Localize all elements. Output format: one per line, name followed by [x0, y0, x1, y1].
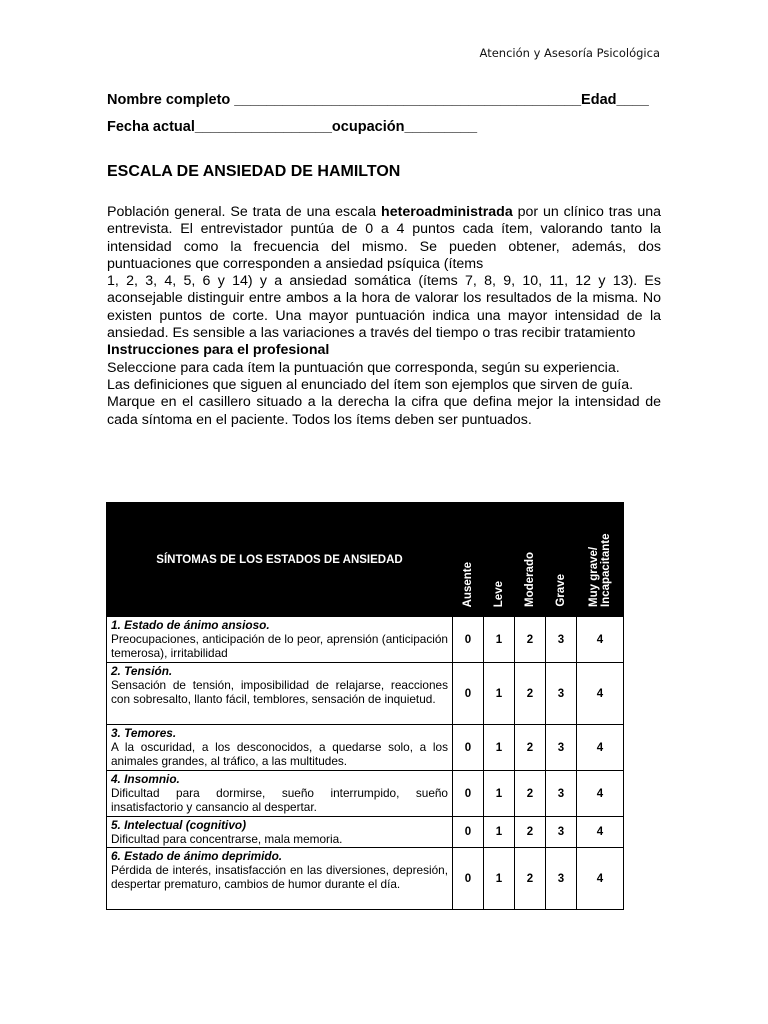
symptom-description: Sensación de tensión, imposibilidad de relajarse, reacciones con sobresalto, llanto fácil, temblores, sensación de inquietud. — [111, 678, 448, 706]
score-cell-2[interactable]: 2 — [515, 848, 546, 910]
score-cell-3[interactable]: 3 — [546, 848, 577, 910]
intro-paragraph-2: 1, 2, 3, 4, 5, 6 y 14) y a ansiedad somática (ítems 7, 8, 9, 10, 11, 12 y 13). Es aconsejable distinguir entre ambos a la hora de valorar los resultados de la misma. No existen puntos de corte. Una mayor puntuación indica una mayor intensidad de la ansiedad. Es sensible a las variaciones a través del tiempo o tras recibir tratamiento — [107, 273, 661, 342]
score-cell-3[interactable]: 3 — [546, 725, 577, 771]
organization-header: Atención y Asesoría Psicológica — [479, 46, 660, 60]
table-row — [107, 617, 624, 663]
score-cell-0[interactable]: 0 — [453, 663, 484, 725]
symptom-cell — [107, 663, 453, 725]
score-cell-3[interactable]: 3 — [546, 771, 577, 817]
column-header-moderado: Moderado — [515, 503, 546, 617]
document-title: ESCALA DE ANSIEDAD DE HAMILTON — [107, 163, 401, 180]
score-cell-4[interactable]: 4 — [577, 817, 624, 848]
intro-text — [107, 204, 661, 429]
score-cell-1[interactable]: 1 — [484, 663, 515, 725]
symptom-title: 4. Insomnio. — [111, 772, 180, 786]
score-cell-1[interactable]: 1 — [484, 848, 515, 910]
symptom-description: Preocupaciones, anticipación de lo peor, aprensión (anticipación temerosa), irritabilidad — [111, 632, 448, 660]
score-cell-3[interactable]: 3 — [546, 817, 577, 848]
date-occupation-field-line: Fecha actual_________________ocupación_________ — [107, 119, 478, 135]
score-cell-1[interactable]: 1 — [484, 817, 515, 848]
table-row — [107, 817, 624, 848]
intro-p1-end: por un clínico tras una entrevista. El entrevistador puntúa de 0 a 4 puntos cada ítem, valorando tanto la intensidad como la frecuencia del mismo. Se pueden obtener, además, dos puntuaciones que corresponden a ansiedad psíquica (ítems — [107, 204, 662, 272]
score-cell-2[interactable]: 2 — [515, 771, 546, 817]
intro-paragraph-1 — [107, 204, 661, 273]
score-cell-1[interactable]: 1 — [484, 617, 515, 663]
score-cell-4[interactable]: 4 — [577, 725, 624, 771]
instructions-paragraph-3: Marque en el casillero situado a la derecha la cifra que defina mejor la intensidad de cada síntoma en el paciente. Todos los ítems deben ser puntuados. — [107, 394, 661, 428]
score-cell-0[interactable]: 0 — [453, 771, 484, 817]
instructions-paragraph-2: Las definiciones que siguen al enunciado del ítem son ejemplos que sirven de guía. — [107, 376, 634, 393]
score-cell-0[interactable]: 0 — [453, 817, 484, 848]
score-cell-3[interactable]: 3 — [546, 663, 577, 725]
score-cell-0[interactable]: 0 — [453, 617, 484, 663]
instructions-heading: Instrucciones para el profesional — [107, 342, 330, 359]
table-row — [107, 663, 624, 725]
score-cell-2[interactable]: 2 — [515, 817, 546, 848]
score-cell-2[interactable]: 2 — [515, 617, 546, 663]
symptom-cell — [107, 771, 453, 817]
symptom-title: 2. Tensión. — [111, 664, 173, 678]
intro-p1-bold: heteroadministrada — [381, 204, 513, 220]
symptom-cell — [107, 725, 453, 771]
column-header-ausente: Ausente — [453, 503, 484, 617]
score-cell-0[interactable]: 0 — [453, 848, 484, 910]
column-header-leve: Leve — [484, 503, 515, 617]
symptom-description: Pérdida de interés, insatisfacción en las diversiones, depresión, despertar prematuro, cambios de humor durante el día. — [111, 863, 448, 891]
intro-p1-start: Población general. Se trata de una escala — [107, 204, 382, 220]
score-cell-4[interactable]: 4 — [577, 771, 624, 817]
symptom-title: 1. Estado de ánimo ansioso. — [111, 618, 270, 632]
column-header-grave: Grave — [546, 503, 577, 617]
score-cell-4[interactable]: 4 — [577, 663, 624, 725]
symptom-description: A la oscuridad, a los desconocidos, a quedarse solo, a los animales grandes, al tráfico, a las multitudes. — [111, 740, 448, 768]
symptom-title: 6. Estado de ánimo deprimido. — [111, 849, 283, 863]
symptom-description: Dificultad para concentrarse, mala memoria. — [111, 832, 343, 846]
score-cell-1[interactable]: 1 — [484, 725, 515, 771]
score-cell-2[interactable]: 2 — [515, 663, 546, 725]
symptom-cell — [107, 848, 453, 910]
symptom-title: 3. Temores. — [111, 726, 177, 740]
symptoms-column-header: SÍNTOMAS DE LOS ESTADOS DE ANSIEDAD — [107, 503, 453, 617]
table-row — [107, 725, 624, 771]
table-row — [107, 848, 624, 910]
symptom-cell — [107, 617, 453, 663]
score-cell-4[interactable]: 4 — [577, 617, 624, 663]
score-cell-3[interactable]: 3 — [546, 617, 577, 663]
table-header-row — [107, 503, 624, 617]
symptom-cell — [107, 817, 453, 848]
instructions-paragraph-1: Seleccione para cada ítem la puntuación que corresponda, según su experiencia. — [107, 359, 620, 376]
symptom-title: 5. Intelectual (cognitivo) — [111, 818, 247, 832]
score-cell-4[interactable]: 4 — [577, 848, 624, 910]
score-cell-1[interactable]: 1 — [484, 771, 515, 817]
anxiety-scale-table — [106, 502, 624, 910]
symptom-description: Dificultad para dormirse, sueño interrumpido, sueño insatisfactorio y cansancio al despertar. — [111, 786, 448, 814]
name-age-field-line: Nombre completo ___________________________________________Edad____ — [107, 92, 649, 108]
score-cell-0[interactable]: 0 — [453, 725, 484, 771]
score-cell-2[interactable]: 2 — [515, 725, 546, 771]
column-header-muy-grave: Muy grave/ Incapacitante — [577, 503, 624, 617]
table-row — [107, 771, 624, 817]
